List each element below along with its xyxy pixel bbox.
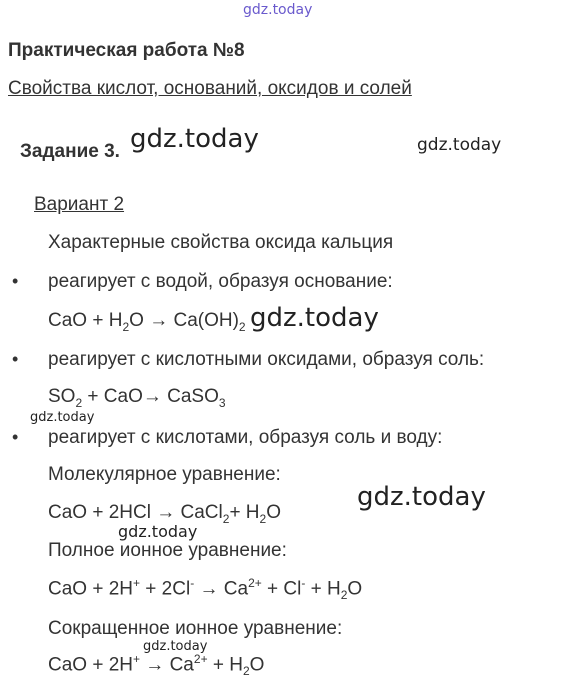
task-heading: Задание 3. xyxy=(20,141,120,162)
watermark-top: gdz.today xyxy=(243,2,313,18)
watermark: gdz.today xyxy=(118,522,198,541)
watermark: gdz.today xyxy=(130,124,259,154)
equation-so2: $SO_2 + CaO\to$ CaSO$_3$ xyxy=(48,386,226,410)
watermark: gdz.today xyxy=(143,639,208,654)
molecular-label: Молекулярное уравнение: xyxy=(48,464,281,485)
equation-full-ionic: CaO + $2H^+ + 2Cl^- \to Ca^{2+} + Cl^- + H_2O$ xyxy=(48,576,363,603)
variant-label: Вариант 2 xyxy=(34,194,125,215)
property-item: реагирует с кислотами, образуя соль и воду: xyxy=(48,427,443,448)
property-item: реагирует с кислотными оксидами, образуя соль: xyxy=(48,349,485,370)
page-title: Практическая работа №8 xyxy=(8,40,245,61)
watermark: gdz.today xyxy=(357,482,486,512)
watermark: gdz.today xyxy=(250,303,379,333)
bullet: • xyxy=(12,427,19,447)
bullet: • xyxy=(12,271,19,291)
equation-molecular: CaO + 2HCl → CaCl$_2$+ $H_2O$ xyxy=(48,502,282,526)
watermark: gdz.today xyxy=(417,135,502,155)
intro-text: Характерные свойства оксида кальция xyxy=(48,232,394,253)
short-ionic-label: Сокращенное ионное уравнение: xyxy=(48,618,343,639)
property-item: реагирует с водой, образуя основание: xyxy=(48,271,393,292)
watermark: gdz.today xyxy=(30,410,95,425)
equation-water: CaO + $H_2O \to Ca(OH)_2$ xyxy=(48,310,246,334)
equation-short-ionic: CaO + $2H^+ \to Ca^{2+} + H_2O$ xyxy=(48,652,265,679)
bullet: • xyxy=(12,349,19,369)
full-ionic-label: Полное ионное уравнение: xyxy=(48,540,287,561)
page-subtitle: Свойства кислот, оснований, оксидов и солей xyxy=(8,78,412,99)
